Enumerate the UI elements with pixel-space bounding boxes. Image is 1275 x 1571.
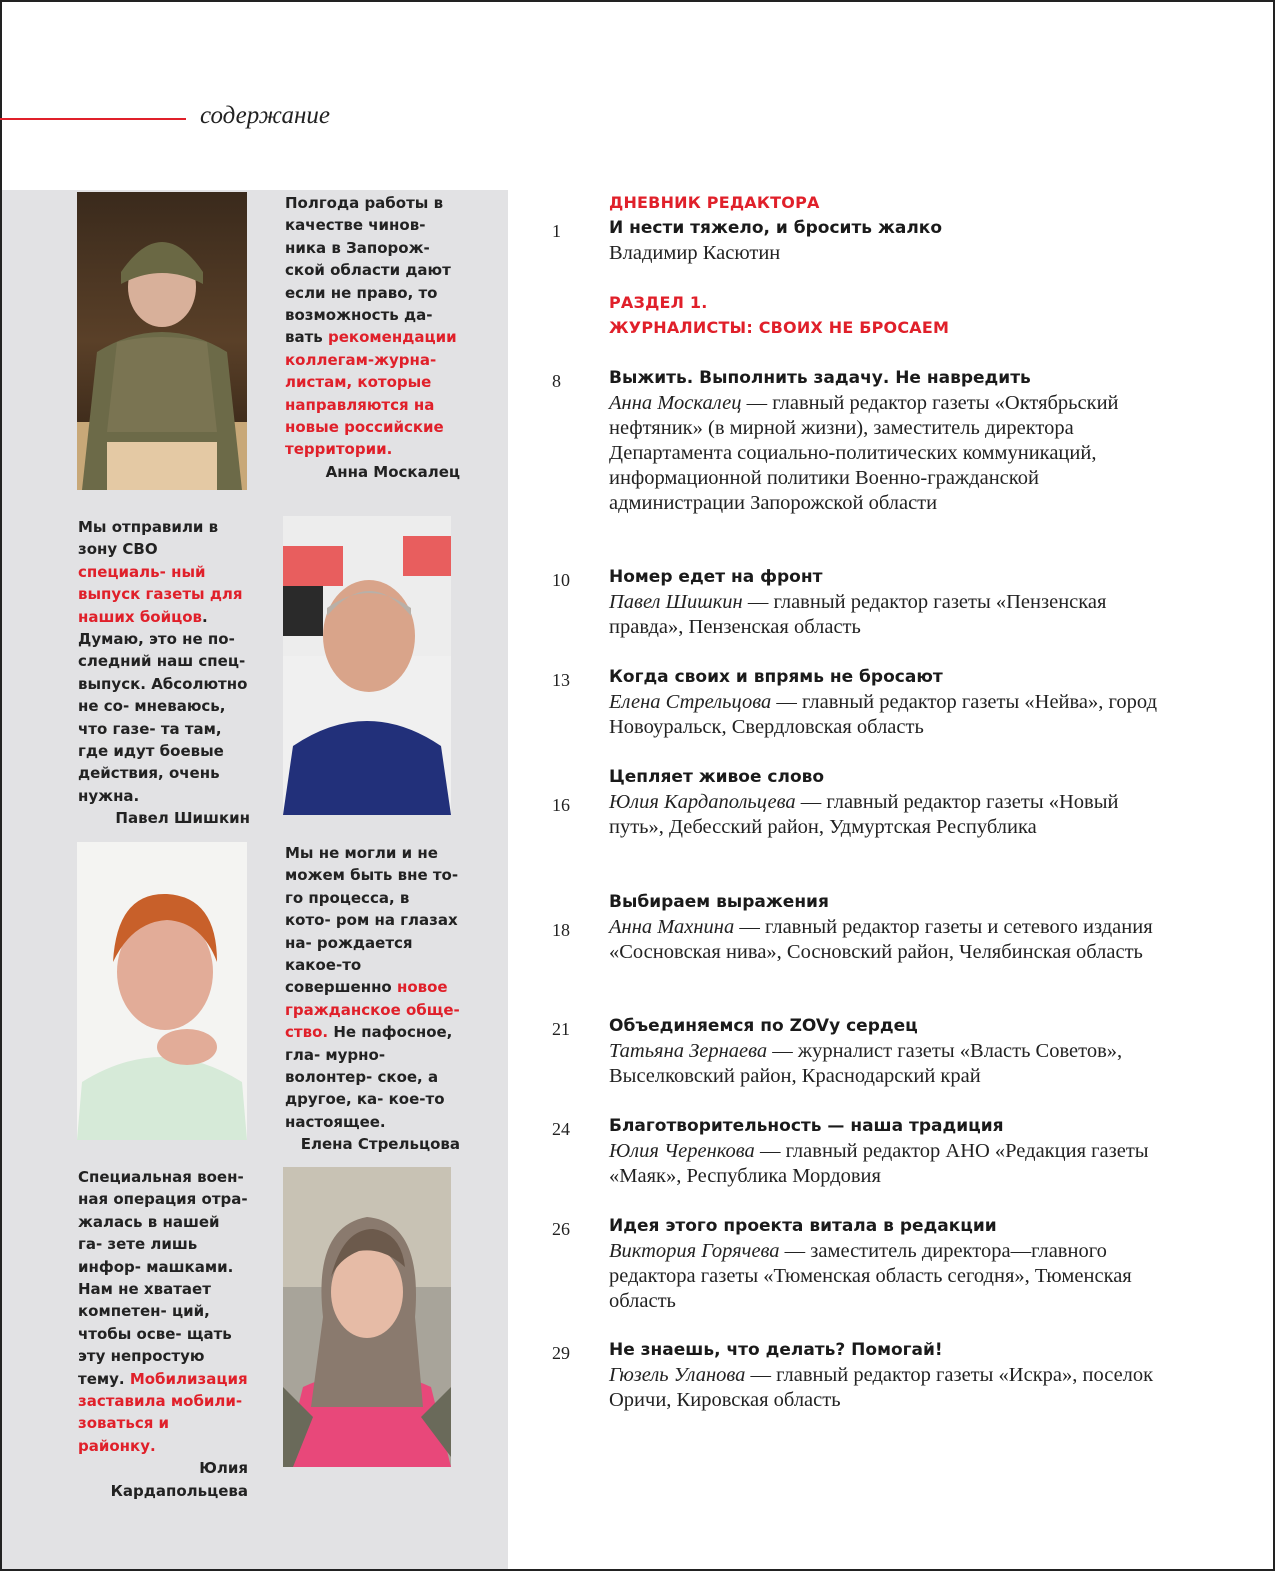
quote-4 <box>78 1166 248 1502</box>
toc-page-number: 10 <box>552 570 570 590</box>
toc-entry-author: Гюзель Уланова <box>609 1364 746 1386</box>
toc-page-number: 18 <box>552 920 570 940</box>
toc-entry-author: Юлия Черенкова <box>609 1140 755 1162</box>
toc-entry-role: — главный редактор газеты «Нейва», город Новоуральск, Свердловская область <box>609 691 1158 738</box>
quote-3-text-end: Не пафосное, гла- мурно-волонтер- ское, а другое, ка- кое-то настоящее. <box>285 1023 453 1131</box>
toc-entry-title: Благотворительность — наша традиция <box>609 1116 1004 1136</box>
toc-entry-role: — журналист газеты «Власть Советов», Выселковский район, Краснодарский край <box>609 1040 1123 1087</box>
quote-1 <box>285 192 460 483</box>
toc-entry-description <box>609 391 1169 516</box>
toc-entry-author: Татьяна Зернаева <box>609 1040 768 1062</box>
toc-entry-description <box>609 590 1169 640</box>
toc-entry-title: Выжить. Выполнить задачу. Не навредить <box>609 368 1031 388</box>
header-accent-line <box>0 118 186 120</box>
toc-entry-title: Выбираем выражения <box>609 892 829 912</box>
section-heading-part-1-title: ЖУРНАЛИСТЫ: СВОИХ НЕ БРОСАЕМ <box>609 318 950 337</box>
toc-page-number: 21 <box>552 1019 570 1039</box>
toc-entry-role: — главный редактор газеты «Новый путь», Дебесский район, Удмуртская Республика <box>609 791 1119 838</box>
toc-page-number: 1 <box>552 221 561 241</box>
quote-4-highlight: Мобилизация заставила мобили- зоваться и районку. <box>78 1369 248 1455</box>
toc-entry-description <box>609 1363 1169 1413</box>
quote-1-text: Полгода работы в качестве чинов- ника в Запорож- ской области дают если не право, то возможность да- вать <box>285 194 451 347</box>
toc-entry-role: Владимир Касютин <box>609 242 781 264</box>
toc-entry-title: Объединяемся по ZOVу сердец <box>609 1016 918 1036</box>
quote-3-text: Мы не могли и не можем быть вне то- го процесса, в кото- ром на глазах на- рождается какое-то совершенно <box>285 844 459 997</box>
toc-entry-author: Юлия Кардапольцева <box>609 791 796 813</box>
quote-3-author: Елена Стрельцова <box>300 1135 460 1154</box>
quote-3 <box>285 842 460 1156</box>
quote-4-text: Специальная воен- ная операция отра- жалась в нашей га- зете лишь инфор- машками. Нам не хватает компетен- ций, чтобы осве- щать эту непростую тему. <box>78 1168 248 1388</box>
photo-yulia-kardapoltseva <box>283 1167 451 1467</box>
toc-entry-description <box>609 915 1169 965</box>
toc-entry-title: И нести тяжело, и бросить жалко <box>609 218 943 238</box>
toc-entry-description <box>609 241 1169 266</box>
toc-entry-title: Не знаешь, что делать? Помогай! <box>609 1340 943 1360</box>
toc-entry-role: — заместитель директора—главного редактора газеты «Тюменская область сегодня», Тюменская область <box>609 1240 1132 1312</box>
toc-entry-description <box>609 690 1169 740</box>
toc-page-number: 26 <box>552 1219 570 1239</box>
toc-entry-title: Идея этого проекта витала в редакции <box>609 1216 997 1236</box>
toc-entry-role: — главный редактор газеты «Пензенская правда», Пензенская область <box>609 591 1107 638</box>
toc-page-number: 24 <box>552 1119 570 1139</box>
toc-entry-role: — главный редактор газеты и сетевого издания «Сосновская нива», Сосновский район, Челябинская область <box>609 916 1153 963</box>
quote-4-author: Юлия Кардапольцева <box>110 1459 248 1500</box>
toc-entry-title: Цепляет живое слово <box>609 767 825 787</box>
quote-2-author: Павел Шишкин <box>115 809 250 828</box>
page-title: содержание <box>200 102 330 129</box>
toc-entry-author: Анна Махнина <box>609 916 735 938</box>
toc-entry-description <box>609 1039 1169 1089</box>
toc-page-number: 8 <box>552 371 561 391</box>
photo-anna-moskalets <box>77 192 247 490</box>
toc-entry-role: — главный редактор АНО «Редакция газеты «Маяк», Республика Мордовия <box>609 1140 1149 1187</box>
toc-entry-author: Виктория Горячева <box>609 1240 780 1262</box>
toc-page-number: 29 <box>552 1343 570 1363</box>
toc-page-number: 16 <box>552 795 570 815</box>
section-heading-editor-diary: ДНЕВНИК РЕДАКТОРА <box>609 193 820 212</box>
toc-entry-title: Когда своих и впрямь не бросают <box>609 667 943 687</box>
photo-pavel-shishkin <box>283 516 451 815</box>
quote-1-author: Анна Москалец <box>325 462 460 481</box>
toc-entry-title: Номер едет на фронт <box>609 567 823 587</box>
quote-2-text-end: . Думаю, это не по- следний наш спец- выпуск. Абсолютно не со- мневаюсь, что газе- та там, где идут боевые действия, очень нужна. <box>78 607 248 805</box>
toc-entry-role: — главный редактор газеты «Искра», поселок Оричи, Кировская область <box>609 1364 1154 1411</box>
quote-2 <box>78 516 250 830</box>
toc-entry-role: — главный редактор газеты «Октябрьский нефтяник» (в мирной жизни), заместитель директора Департамента социально-политических коммуникаций, информационной политики Военно-гражданской администрации Запорожской области <box>609 392 1119 514</box>
toc-entry-author: Павел Шишкин <box>609 591 743 613</box>
toc-entry-description <box>609 790 1169 840</box>
quote-3-highlight: новое гражданское обще- ство. <box>285 978 460 1042</box>
toc-entry-description <box>609 1239 1169 1314</box>
quote-2-highlight: специаль- ный выпуск газеты для наших бойцов <box>78 562 243 626</box>
toc-entry-author: Елена Стрельцова <box>609 691 772 713</box>
toc-entry-author: Анна Москалец <box>609 392 742 414</box>
section-heading-part-1-number: РАЗДЕЛ 1. <box>609 293 708 312</box>
quote-2-text: Мы отправили в зону СВО <box>78 518 219 559</box>
photo-elena-streltsova <box>77 842 247 1140</box>
quote-1-highlight: рекомендации коллегам-журна- листам, которые направляются на новые российские территории. <box>285 328 457 459</box>
toc-entry-description <box>609 1139 1169 1189</box>
toc-page-number: 13 <box>552 670 570 690</box>
